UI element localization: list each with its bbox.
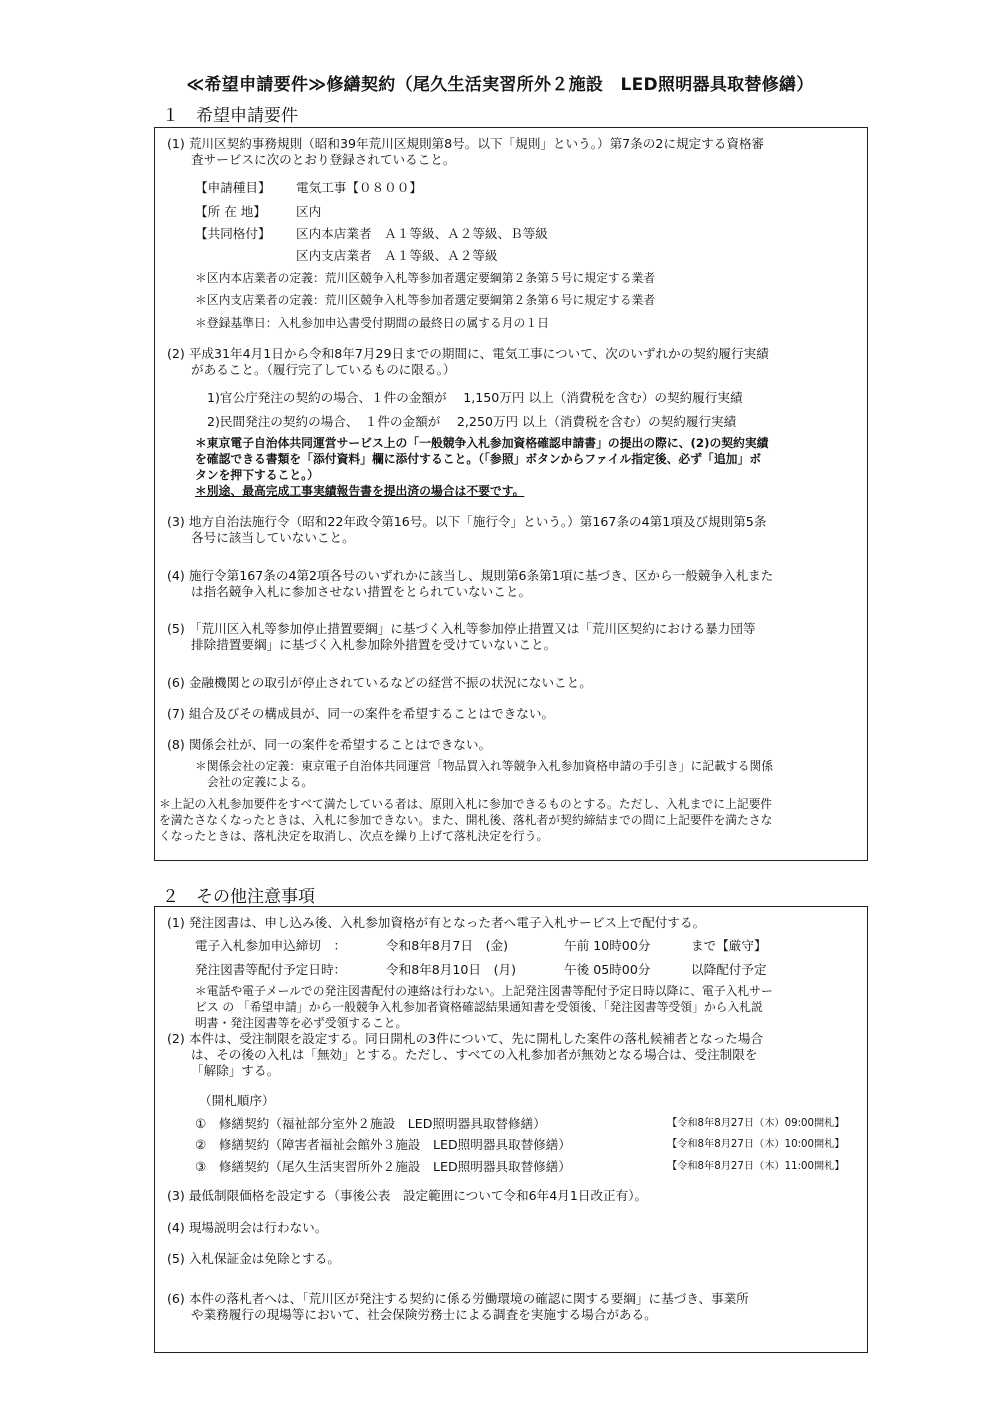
s1-item1-note2: ＊区内支店業者の定義：荒川区競争入札等参加者選定要綱第２条第６号に規定する業者	[195, 293, 656, 307]
category-value: 電気工事【０８００】	[296, 180, 422, 195]
dist-time: 午後 05時00分	[564, 962, 651, 977]
s1-item1-line2: 査サービスに次のとおり登録されていること。	[191, 152, 456, 167]
order-time-1: 【令和8年8月27日（木）09:00開札】	[667, 1118, 845, 1129]
s2-item1-note3: 明書・発注図書等を必ず受領すること。	[195, 1016, 408, 1030]
s1-item4-line1: (4) 施行令第167条の4第2項各号のいずれかに該当し、規則第6条第1項に基づき、区から一般競争入札また	[167, 568, 774, 583]
s1-footer-line2: を満たさなくなったときは、入札に参加できない。また、開札後、落札者が契約締結までの間に上記要件を満たさな	[159, 813, 773, 827]
s2-item2-line2: は、その後の入札は「無効」とする。ただし、すべての入札参加者が無効となる場合は、受注制限を	[191, 1047, 758, 1062]
dist-date: 令和8年8月10日 (月)	[386, 962, 517, 977]
s1-item1-note1: ＊区内本店業者の定義：荒川区競争入札等参加者選定要綱第２条第５号に規定する業者	[195, 271, 656, 285]
s1-item2-note2: を確認できる書類を「添付資料」欄に添付すること。（「参照」ボタンからファイル指定後、必ず「追加」ボ	[195, 452, 762, 466]
s1-item2-sub2: 2)民間発注の契約の場合、 １件の金額が 2,250万円 以上（消費税を含む）の契約履行実績	[207, 414, 737, 429]
document-title: ≪希望申請要件≫修繕契約（尾久生活実習所外２施設 LED照明器具取替修繕）	[186, 75, 814, 95]
s1-item7: (7) 組合及びその構成員が、同一の案件を希望することはできない。	[167, 706, 555, 721]
s1-item2-note3: タンを押下すること。）	[195, 468, 319, 482]
s1-item2-note1: ＊東京電子自治体共同運営サービス上の「一般競争入札参加資格確認申請書」の提出の際に、(2)の契約実績	[195, 436, 769, 450]
s1-item5-line2: 排除措置要綱」に基づく入札参加除外措置を受けていないこと。	[191, 637, 557, 652]
s1-item4-line2: は指名競争入札に参加させない措置をとられていないこと。	[191, 584, 532, 599]
s2-item3: (3) 最低制限価格を設定する（事後公表 設定範囲について令和6年4月1日改正有）。	[167, 1188, 648, 1203]
joint-label: 【共同格付】	[195, 226, 271, 241]
s1-item1-line1: (1) 荒川区契約事務規則（昭和39年荒川区規則第8号。以下「規則」という。）第7条の2に規定する資格審	[167, 136, 765, 151]
s1-item3-line2: 各号に該当していないこと。	[191, 530, 355, 545]
s1-item2-note4: ＊別途、最高完成工事実績報告書を提出済の場合は不要です。	[195, 484, 525, 498]
order-time-3: 【令和8年8月27日（木）11:00開札】	[667, 1161, 845, 1172]
s1-item8-line1: (8) 関係会社が、同一の案件を希望することはできない。	[167, 737, 492, 752]
joint-value-2: 区内支店業者 Ａ１等級、Ａ２等級	[296, 248, 498, 263]
s1-footer-line3: くなったときは、落札決定を取消し、次点を繰り上げて落札決定を行う。	[159, 829, 549, 843]
order-item-1: ① 修繕契約（福祉部分室外２施設 LED照明器具取替修繕）	[195, 1116, 546, 1131]
s2-item2-line1: (2) 本件は、受注制限を設定する。同日開札の3件について、先に開札した案件の落札候補者となった場合	[167, 1031, 764, 1046]
order-item-3: ③ 修繕契約（尾久生活実習所外２施設 LED照明器具取替修繕）	[195, 1159, 571, 1174]
s1-footer-line1: ＊上記の入札参加要件をすべて満たしている者は、原則入札に参加できるものとする。ただし、入札までに上記要件	[159, 797, 773, 811]
s1-item8-note2: 会社の定義による。	[207, 775, 314, 789]
s2-item6-line1: (6) 本件の落札者へは、「荒川区が発注する契約に係る労働環境の確認に関する要綱」に基づき、事業所	[167, 1291, 749, 1306]
s2-item1-line1: (1) 発注図書は、申し込み後、入札参加資格が有となった者へ電子入札サービス上で配付する。	[167, 915, 706, 930]
section1-heading: １ 希望申請要件	[162, 106, 298, 126]
s1-item1-note3: ＊登録基準日：入札参加申込書受付期間の最終日の属する月の１日	[195, 316, 549, 330]
order-label: （開札順序）	[199, 1093, 275, 1108]
deadline-time: 午前 10時00分	[564, 938, 651, 953]
s2-item2-line3: 「解除」する。	[191, 1063, 280, 1078]
dist-label: 発注図書等配付予定日時：	[195, 962, 347, 977]
s1-item6: (6) 金融機関との取引が停止されているなどの経営不振の状況にないこと。	[167, 675, 592, 690]
s1-item2-sub1: 1)官公庁発注の契約の場合、１件の金額が 1,150万円 以上（消費税を含む）の契約履行実績	[207, 390, 743, 405]
s1-item2-line2: があること。（履行完了しているものに限る。）	[191, 362, 456, 377]
s2-item4: (4) 現場説明会は行わない。	[167, 1220, 328, 1235]
deadline-label: 電子入札参加申込締切 ：	[195, 938, 347, 953]
deadline-suffix: まで【厳守】	[691, 938, 767, 953]
s1-item2-line1: (2) 平成31年4月1日から令和8年7月29日までの期間に、電気工事について、次のいずれかの契約履行実績	[167, 346, 769, 361]
s2-item1-note2: ビス の 「希望申請」から一般競争入札参加者資格確認結果通知書を受領後、「発注図書等受領」から入札説	[195, 1000, 763, 1014]
s1-item5-line1: (5) 「荒川区入札等参加停止措置要綱」に基づく入札等参加停止措置又は「荒川区契約における暴力団等	[167, 621, 756, 636]
section2-box	[154, 906, 868, 1353]
section1-box	[154, 127, 868, 861]
location-value: 区内	[296, 204, 322, 219]
order-time-2: 【令和8年8月27日（木）10:00開札】	[667, 1139, 845, 1150]
category-label: 【申請種目】	[195, 180, 271, 195]
s1-item8-note1: ＊関係会社の定義：東京電子自治体共同運営「物品買入れ等競争入札参加資格申請の手引き」に記載する関係	[195, 759, 774, 773]
deadline-date: 令和8年8月7日 (金)	[386, 938, 509, 953]
dist-suffix: 以降配付予定	[691, 962, 767, 977]
location-label: 【所 在 地】	[195, 204, 266, 219]
s2-item5: (5) 入札保証金は免除とする。	[167, 1251, 340, 1266]
joint-value-1: 区内本店業者 Ａ１等級、Ａ２等級、Ｂ等級	[296, 226, 548, 241]
s2-item6-line2: や業務履行の現場等において、社会保険労務士による調査を実施する場合がある。	[191, 1307, 657, 1322]
s1-item3-line1: (3) 地方自治法施行令（昭和22年政令第16号。以下「施行令」という。）第167条の4第1項及び規則第5条	[167, 514, 767, 529]
s2-item1-note1: ＊電話や電子メールでの発注図書配付の連絡は行わない。上記発注図書等配付予定日時以降に、電子入札サー	[195, 984, 773, 998]
section2-heading: ２ その他注意事項	[162, 887, 315, 907]
order-item-2: ② 修繕契約（障害者福祉会館外３施設 LED照明器具取替修繕）	[195, 1137, 571, 1152]
